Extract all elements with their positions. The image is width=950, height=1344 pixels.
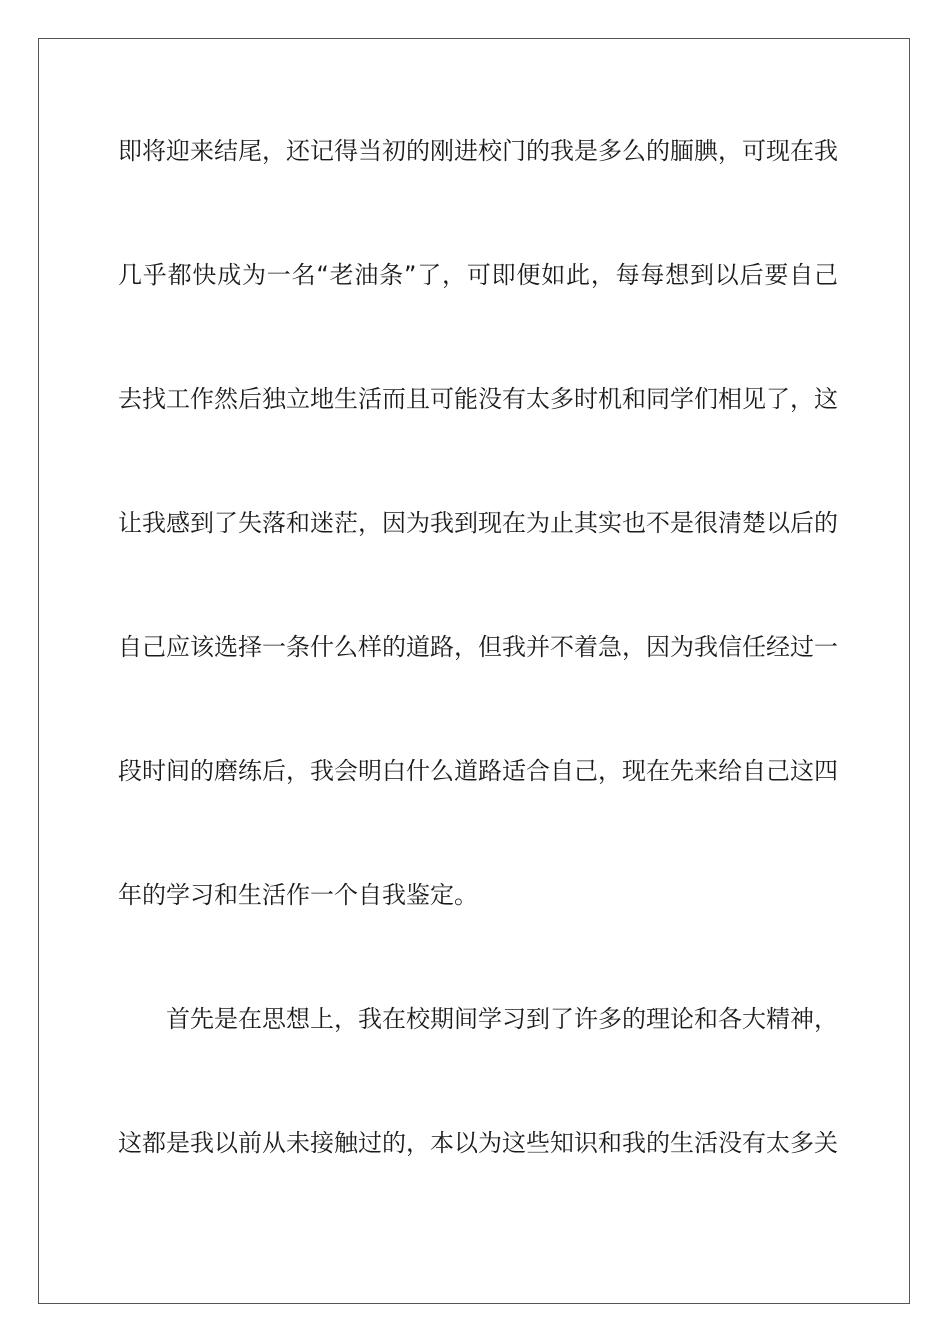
- text-line-1: 即将迎来结尾，还记得当初的刚进校门的我是多么的腼腆，可现在我: [118, 137, 838, 165]
- text-line-2: 几乎都快成为一名“老油条”了，可即便如此，每每想到以后要自己: [118, 261, 838, 289]
- page-border: [38, 38, 910, 1304]
- text-line-9: 这都是我以前从未接触过的，本以为这些知识和我的生活没有太多关: [118, 1129, 838, 1157]
- text-line-6: 段时间的磨练后，我会明白什么道路适合自己，现在先来给自己这四: [118, 757, 838, 785]
- text-line-8: 首先是在思想上，我在校期间学习到了许多的理论和各大精神，: [166, 1005, 838, 1033]
- text-line-7: 年的学习和生活作一个自我鉴定。: [118, 881, 478, 909]
- text-line-5: 自己应该选择一条什么样的道路，但我并不着急，因为我信任经过一: [118, 633, 838, 661]
- text-line-4: 让我感到了失落和迷茫，因为我到现在为止其实也不是很清楚以后的: [118, 509, 838, 537]
- text-line-3: 去找工作然后独立地生活而且可能没有太多时机和同学们相见了，这: [118, 385, 838, 413]
